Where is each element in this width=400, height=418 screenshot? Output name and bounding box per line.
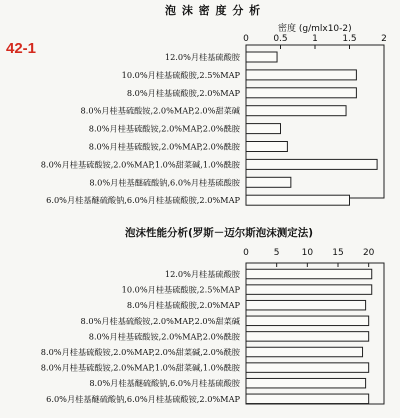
chart-1-bar — [246, 378, 366, 388]
chart-0-bar — [246, 177, 291, 187]
chart-1-bar — [246, 300, 366, 310]
chart-1-tick-label: 10 — [301, 248, 314, 258]
chart-0-category-label: 6.0%月桂基醚硫酸钠,6.0%月桂基硫酸胺,2.0%MAP — [46, 195, 240, 206]
chart-1-bar — [246, 285, 372, 295]
chart-0-bar — [246, 106, 346, 116]
chart-0-bar — [246, 88, 356, 98]
chart-0-category-label: 8.0%月桂基硫酸铵,2.0%MAP,2.0%酰胺 — [88, 123, 240, 134]
chart-0-frame — [246, 45, 384, 198]
chart-1-category-label: 8.0%月桂基硫酸胺,2.0%MAP — [126, 300, 240, 311]
chart-0-tick-label: 1.5 — [342, 34, 357, 44]
chart-0-category-label: 10.0%月桂基硫酸胺,2.5%MAP — [121, 69, 240, 80]
chart-1-category-label: 8.0%月桂基硫酸铵,2.0%MAP,2.0%酰胺 — [88, 331, 240, 342]
chart-1-bar — [246, 332, 369, 342]
chart-1-tick-label: 15 — [332, 248, 344, 258]
chart-0-category-label: 8.0%月桂基硫酸胺,2.0%MAP — [126, 87, 240, 98]
density-chart-title: 泡 沫 密 度 分 析 — [165, 4, 262, 17]
chart-0-tick-label: 1 — [312, 34, 318, 44]
foam-chart-title: 泡沫性能分析(罗斯－迈尔斯泡沫测定法) — [125, 227, 314, 239]
chart-1-category-label: 8.0%月桂基硫酸铵,2.0%MAP,2.0%甜菜碱 — [80, 315, 240, 326]
chart-1-bar — [246, 269, 372, 279]
chart-0-bar — [246, 195, 350, 205]
chart-1-category-label: 12.0%月桂基硫酸胺 — [164, 269, 240, 279]
chart-0-category-label: 8.0%月桂基硫酸铵,2.0%MAP,1.0%甜菜碱,1.0%酰胺 — [40, 159, 240, 170]
chart-1-category-label: 8.0%月桂基醚硫酸钠,6.0%月桂基硫酸胺 — [89, 378, 240, 389]
chart-0-tick-label: 0 — [243, 34, 249, 44]
chart-1-category-label: 8.0%月桂基硫酸铵,2.0%MAP,1.0%甜菜碱,1.0%酰胺 — [40, 362, 240, 373]
chart-0-tick-label: 0.5 — [273, 34, 288, 44]
chart-1-bar — [246, 363, 369, 373]
chart-1-tick-label: 5 — [273, 248, 280, 258]
chart-1-tick-label: 20 — [362, 248, 375, 258]
chart-1-tick-label: 0 — [243, 248, 249, 258]
chart-1-category-label: 10.0%月桂基硫酸胺,2.5%MAP — [121, 284, 240, 295]
chart-0-bar — [246, 52, 277, 62]
figure-label: 42-1 — [6, 40, 37, 57]
chart-0-bar — [246, 124, 281, 134]
chart-0-group — [41, 34, 387, 205]
chart-1-category-label: 6.0%月桂基醚硫酸钠,6.0%月桂基硫酸铵,2.0%MAP — [46, 393, 240, 404]
chart-0-category-label: 12.0%月桂基硫酸胺 — [164, 52, 240, 62]
chart-1-category-label: 8.0%月桂基硫酸铵,2.0%MAP,2.0%甜菜碱,2.0%酰胺 — [40, 347, 240, 357]
chart-0-category-label: 8.0%月桂基硫酸铵,2.0%MAP,2.0%甜菜碱 — [80, 105, 240, 116]
chart-0-tick-label: 2 — [381, 34, 387, 44]
chart-1-group — [41, 248, 384, 404]
chart-0-category-label: 8.0%月桂基硫酸铵,2.0%MAP,2.0%酰胺 — [88, 141, 240, 152]
chart-1-bar — [246, 316, 369, 326]
chart-1-bar — [246, 394, 369, 404]
chart-0-bar — [246, 70, 356, 80]
chart-0-bar — [246, 159, 377, 169]
density-axis-label: 密度 (g/mlx10-2) — [278, 24, 352, 34]
chart-0-category-label: 8.0%月桂基醚硫酸钠,6.0%月桂基硫酸胺 — [89, 177, 240, 188]
chart-1-bar — [246, 347, 363, 357]
chart-0-bar — [246, 142, 287, 152]
